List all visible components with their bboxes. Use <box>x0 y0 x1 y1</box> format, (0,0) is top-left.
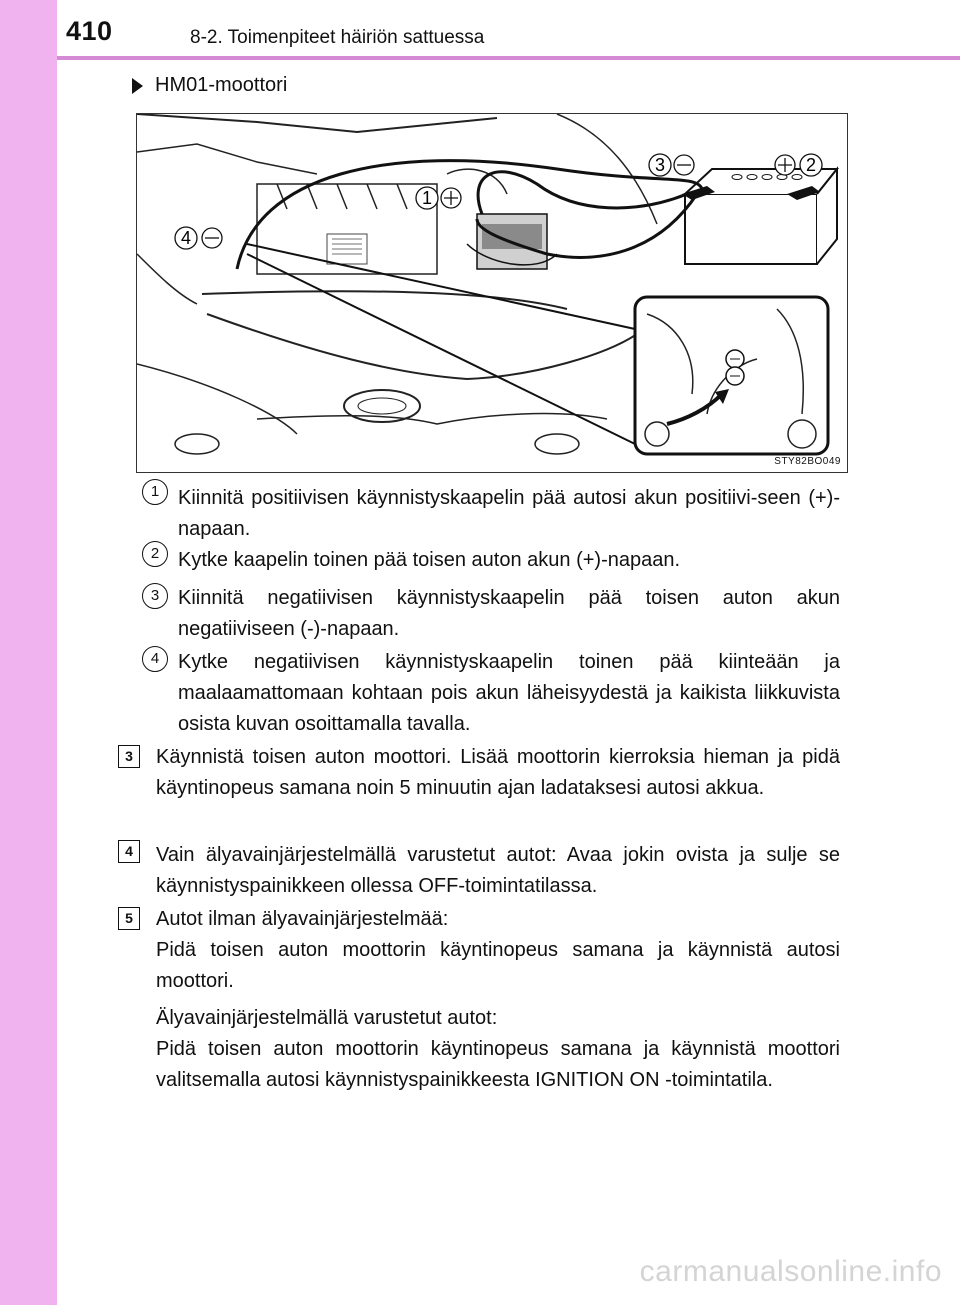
callout-4 <box>175 227 222 249</box>
sub-step-text: Kytke negatiivisen käynnistyskaapelin toinen pää kiinteään ja maalaamattomaan kohtaan pois akun läheisyydestä ja kaikista liikkuvista osista kuvan osoittamalla tavalla. <box>178 651 840 735</box>
sub-step-text: Kiinnitä positiivisen käynnistyskaapelin pää autosi akun positiivi-seen (+)-napaan. <box>178 487 840 540</box>
sub-step-number: 2 <box>142 541 168 567</box>
step-text: Autot ilman älyavainjärjestelmää: <box>156 908 449 930</box>
step-text: Vain älyavainjärjestelmällä varustetut autot: Avaa jokin ovista ja sulje se käynnistyspainikkeen ollessa OFF-toimintatilassa. <box>156 844 840 897</box>
subheading <box>132 74 287 97</box>
svg-text:1: 1 <box>421 188 433 208</box>
header-divider <box>57 56 960 60</box>
svg-text:2: 2 <box>805 155 817 175</box>
step-number: 4 <box>118 840 140 863</box>
step-text: Pidä toisen auton moottorin käyntinopeus samana ja käynnistä autosi moottori. <box>156 939 840 992</box>
sub-step-number: 1 <box>142 479 168 505</box>
section-title: 8-2. Toimenpiteet häiriön sattuessa <box>190 27 485 48</box>
engine-bay-drawing <box>137 114 847 472</box>
page-number: 410 <box>66 16 113 46</box>
callout-3 <box>649 154 694 176</box>
page-side-strip <box>0 0 57 1305</box>
sub-step-text: Kytke kaapelin toinen pää toisen auton akun (+)-napaan. <box>178 549 681 571</box>
step-number: 3 <box>118 745 140 768</box>
step-text: Pidä toisen auton moottorin käyntinopeus samana ja käynnistä moottori valitsemalla autosi käynnistyspainikkeesta IGNITION ON -toimintatila. <box>156 1038 840 1091</box>
engine-illustration <box>136 113 848 473</box>
step-text: Älyavainjärjestelmällä varustetut autot: <box>156 1007 498 1029</box>
watermark: carmanualsonline.info <box>639 1255 942 1288</box>
sub-step-number: 4 <box>142 646 168 672</box>
sub-step-text: Kiinnitä negatiivisen käynnistyskaapelin pää toisen auton akun negatiiviseen (-)-napaan. <box>178 587 840 640</box>
callout-1 <box>416 187 461 209</box>
subheading-text: HM01-moottori <box>155 74 288 96</box>
svg-text:3: 3 <box>654 155 666 175</box>
step-number: 5 <box>118 907 140 930</box>
svg-text:4: 4 <box>180 228 192 248</box>
bullet-triangle-icon <box>132 78 143 94</box>
figure-code: STY82BO049 <box>774 456 841 467</box>
sub-step-number: 3 <box>142 583 168 609</box>
step-text: Käynnistä toisen auton moottori. Lisää moottorin kierroksia hieman ja pidä käyntinopeus samana noin 5 minuutin ajan ladataksesi autosi akkua. <box>156 746 840 799</box>
